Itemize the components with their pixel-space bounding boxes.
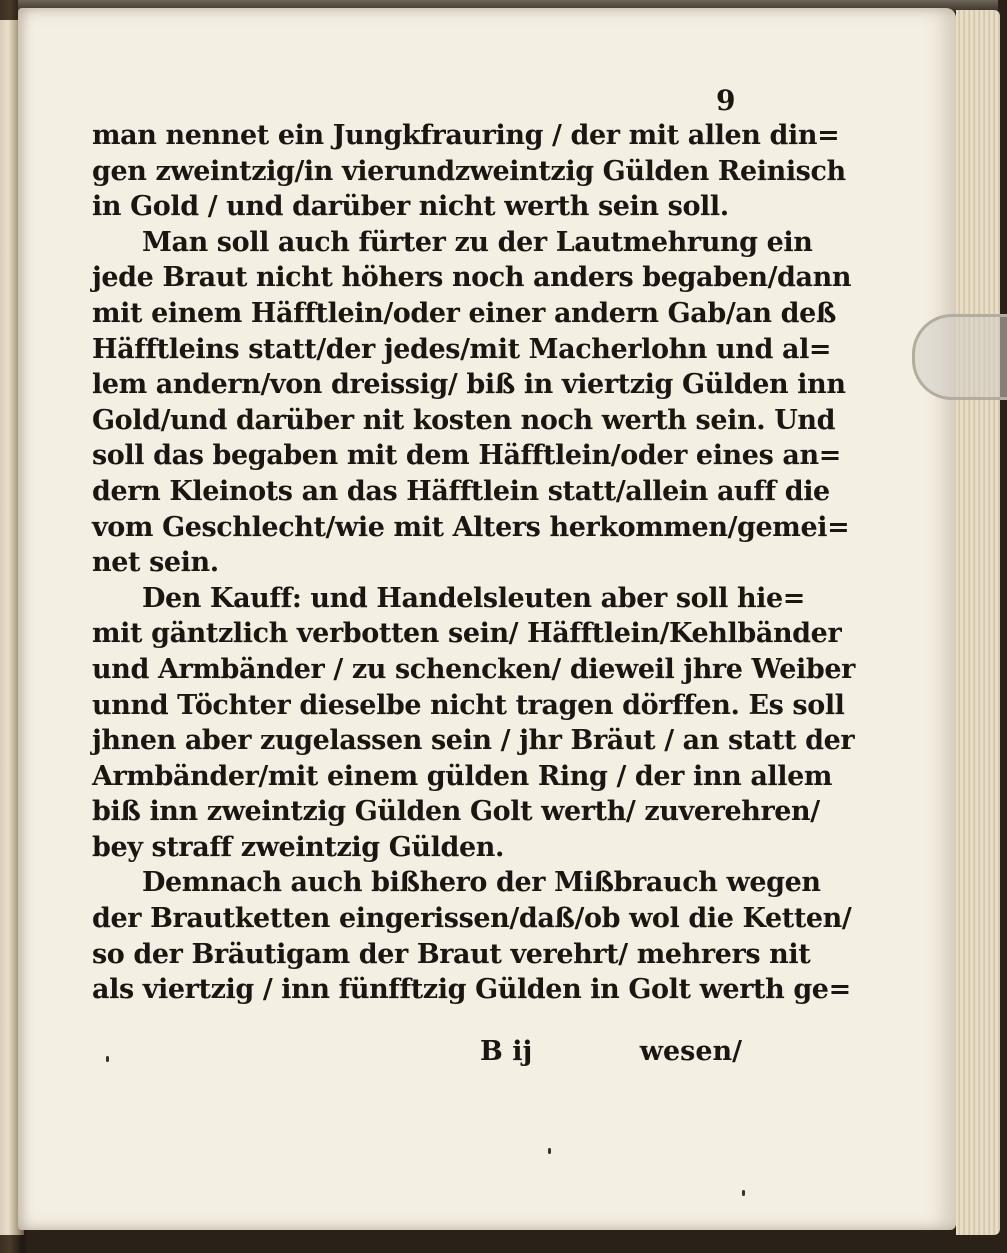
- text-line: jhnen aber zugelassen sein / jhr Bräut / an statt der: [92, 725, 855, 757]
- text-line: so der Bräutigam der Braut verehrt/ mehrers nit: [92, 938, 811, 970]
- body-text: [92, 118, 855, 1008]
- text-line: biß inn zweintzig Gülden Golt werth/ zuverehren/: [92, 796, 820, 828]
- text-line: lem andern/von dreissig/ biß in viertzig Gülden inn: [92, 369, 846, 401]
- text-line: als viertzig / inn fünfftzig Gülden in Golt werth ge=: [92, 974, 851, 1006]
- text-line: net sein.: [92, 547, 219, 579]
- text-line: vom Geschlecht/wie mit Alters herkommen/gemei=: [92, 511, 850, 543]
- catchword: wesen/: [639, 1036, 742, 1067]
- text-line: Gold/und darüber nit kosten noch werth sein. Und: [92, 404, 836, 436]
- text-line: man nennet ein Jungkfrauring / der mit allen din=: [92, 120, 840, 151]
- text-line: mit einem Häfftlein/oder einer andern Gab/an deß: [92, 297, 836, 329]
- text-line: bey straff zweintzig Gülden.: [92, 831, 504, 863]
- text-line: gen zweintzig/in vierundzweintzig Gülden Reinisch: [92, 155, 846, 187]
- page-clip: [912, 314, 1007, 400]
- text-line: mit gäntzlich verbotten sein/ Häfftlein/Kehlbänder: [92, 618, 842, 650]
- page-footer: [92, 1036, 742, 1076]
- text-line: Den Kauff: und Handelsleuten aber soll hie=: [142, 582, 806, 614]
- text-line: dern Kleinots an das Häfftlein statt/allein auff die: [92, 475, 830, 507]
- page-edges: [956, 10, 1000, 1235]
- text-line: soll das begaben mit dem Häfftlein/oder eines an=: [92, 440, 841, 472]
- ink-speck: [106, 1056, 109, 1062]
- text-line: jede Braut nicht höhers noch anders begaben/dann: [92, 262, 852, 294]
- page-number: 9: [716, 84, 736, 117]
- signature-mark: B ij: [480, 1036, 533, 1067]
- text-line: Demnach auch bißhero der Mißbrauch wegen: [142, 867, 821, 899]
- text-line: und Armbänder / zu schencken/ dieweil jhre Weiber: [92, 653, 855, 685]
- text-line: Armbänder/mit einem gülden Ring / der inn allem: [92, 760, 833, 792]
- text-line: Häfftleins statt/der jedes/mit Macherlohn und al=: [92, 333, 832, 365]
- text-line: in Gold / und darüber nicht werth sein soll.: [92, 191, 729, 223]
- ink-speck: [742, 1190, 745, 1196]
- text-line: der Brautketten eingerissen/daß/ob wol die Ketten/: [92, 903, 852, 935]
- text-line: Man soll auch fürter zu der Lautmehrung ein: [142, 226, 813, 258]
- text-line: unnd Töchter dieselbe nicht tragen dörffen. Es soll: [92, 689, 845, 721]
- ink-speck: [548, 1148, 551, 1154]
